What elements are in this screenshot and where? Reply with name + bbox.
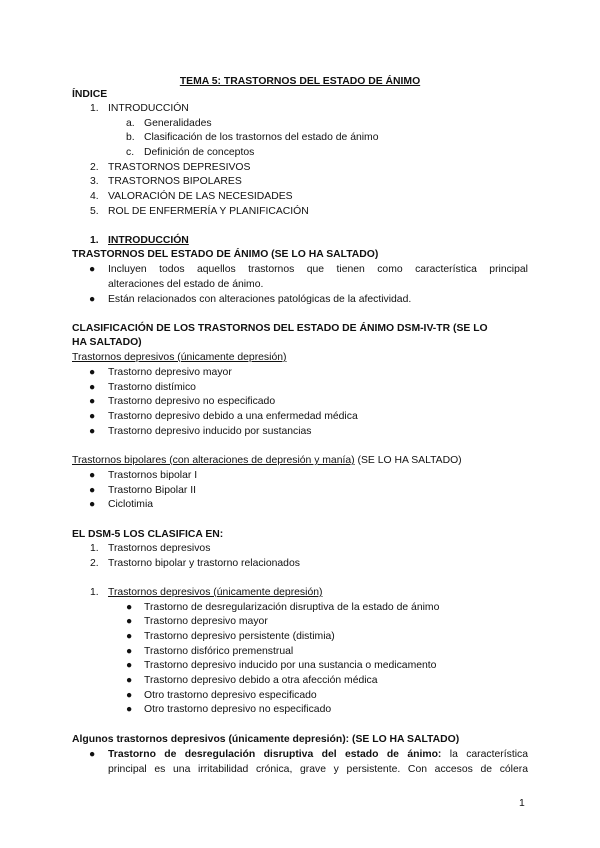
bullet-icon: ● bbox=[89, 382, 96, 393]
bipolar-item: Trastornos bipolar I bbox=[108, 470, 198, 481]
depressive-title: Trastornos depresivos (únicamente depresión) bbox=[72, 352, 287, 363]
index-item-depresivos: TRASTORNOS DEPRESIVOS bbox=[108, 162, 251, 173]
index-item-rol: ROL DE ENFERMERÍA Y PLANIFICACIÓN bbox=[108, 206, 309, 217]
bipolar-item: Trastorno Bipolar II bbox=[108, 485, 196, 496]
bullet-icon: ● bbox=[126, 675, 133, 686]
index-subitem-num: a. bbox=[126, 118, 135, 129]
intro-bullet-1-line1: Incluyen todos aquellos trastornos que tienen como característica principal bbox=[108, 264, 528, 275]
dsm5-sub-item: Trastorno depresivo mayor bbox=[144, 616, 268, 627]
index-item-num: 4. bbox=[90, 191, 99, 202]
bullet-icon: ● bbox=[126, 631, 133, 642]
index-subitem-num: b. bbox=[126, 132, 135, 143]
index-item-num: 5. bbox=[90, 206, 99, 217]
dsm5-sub-item: Trastorno de desregularización disruptiva de la estado de ánimo bbox=[144, 602, 440, 613]
dsm5-item: Trastornos depresivos bbox=[108, 543, 211, 554]
index-item-valoracion: VALORACIÓN DE LAS NECESIDADES bbox=[108, 191, 293, 202]
index-item-num: 2. bbox=[90, 162, 99, 173]
bipolar-title-line bbox=[72, 454, 462, 467]
bullet-icon: ● bbox=[89, 749, 96, 760]
dsm5-sub-item: Trastorno depresivo persistente (distimia) bbox=[144, 631, 335, 642]
index-subitem-definicion: Definición de conceptos bbox=[144, 147, 255, 158]
bipolar-title-suffix: (SE LO HA SALTADO) bbox=[354, 455, 462, 466]
dsm5-sub-title: Trastornos depresivos (únicamente depresión) bbox=[108, 587, 323, 598]
some-depressive-heading: Algunos trastornos depresivos (únicamente depresión): (SE LO HA SALTADO) bbox=[72, 734, 460, 745]
depressive-item: Trastorno depresivo mayor bbox=[108, 367, 232, 378]
index-item-bipolares: TRASTORNOS BIPOLARES bbox=[108, 176, 242, 187]
bullet-icon: ● bbox=[89, 294, 96, 305]
depressive-item: Trastorno depresivo inducido por sustancias bbox=[108, 426, 312, 437]
dsm5-sub-item: Trastorno depresivo inducido por una sustancia o medicamento bbox=[144, 660, 437, 671]
bipolar-title: Trastornos bipolares (con alteraciones de depresión y manía) bbox=[72, 455, 355, 466]
bullet-icon: ● bbox=[126, 690, 133, 701]
index-item-num: 1. bbox=[90, 103, 99, 114]
some-depressive-item-text: la característica bbox=[441, 749, 528, 760]
bullet-icon: ● bbox=[89, 411, 96, 422]
page-number: 1 bbox=[519, 798, 525, 809]
bullet-icon: ● bbox=[89, 499, 96, 510]
bullet-icon: ● bbox=[89, 396, 96, 407]
bullet-icon: ● bbox=[126, 660, 133, 671]
dsm5-sub-num: 1. bbox=[90, 587, 99, 598]
depressive-item: Trastorno depresivo no especificado bbox=[108, 396, 276, 407]
dsm5-item: Trastorno bipolar y trastorno relacionados bbox=[108, 558, 300, 569]
bullet-icon: ● bbox=[89, 470, 96, 481]
intro-subheading: TRASTORNOS DEL ESTADO DE ÁNIMO (SE LO HA SALTADO) bbox=[72, 249, 379, 260]
index-heading: ÍNDICE bbox=[72, 89, 108, 100]
intro-bullet-2: Están relacionados con alteraciones patológicas de la afectividad. bbox=[108, 294, 412, 305]
index-subitem-generalidades: Generalidades bbox=[144, 118, 212, 129]
dsm5-sub-item: Trastorno disfórico premenstrual bbox=[144, 646, 294, 657]
dsm5-sub-item: Otro trastorno depresivo no especificado bbox=[144, 704, 332, 715]
bullet-icon: ● bbox=[89, 485, 96, 496]
bullet-icon: ● bbox=[126, 616, 133, 627]
classification-heading-line1: CLASIFICACIÓN DE LOS TRASTORNOS DEL ESTADO DE ÁNIMO DSM-IV-TR (SE LO bbox=[72, 323, 488, 334]
dsm5-sub-item: Trastorno depresivo debido a otra afección médica bbox=[144, 675, 378, 686]
bullet-icon: ● bbox=[89, 264, 96, 275]
bullet-icon: ● bbox=[89, 367, 96, 378]
index-item-introduccion: INTRODUCCIÓN bbox=[108, 103, 189, 114]
intro-bullet-1-line2: alteraciones del estado de ánimo. bbox=[108, 279, 264, 290]
page-title: TEMA 5: TRASTORNOS DEL ESTADO DE ÁNIMO bbox=[179, 76, 421, 87]
some-depressive-item-line2: principal es una irritabilidad crónica, grave y persistente. Con accesos de cólera bbox=[108, 764, 528, 775]
intro-heading: INTRODUCCIÓN bbox=[108, 235, 189, 246]
bullet-icon: ● bbox=[126, 704, 133, 715]
index-item-num: 3. bbox=[90, 176, 99, 187]
dsm5-item-num: 1. bbox=[90, 543, 99, 554]
dsm5-sub-item: Otro trastorno depresivo especificado bbox=[144, 690, 317, 701]
some-depressive-item-bold: Trastorno de desregulación disruptiva del estado de ánimo: bbox=[108, 749, 442, 760]
some-depressive-item-line1 bbox=[108, 747, 528, 762]
depressive-item: Trastorno depresivo debido a una enfermedad médica bbox=[108, 411, 358, 422]
classification-heading-line2: HA SALTADO) bbox=[72, 337, 142, 348]
depressive-item: Trastorno distímico bbox=[108, 382, 196, 393]
bullet-icon: ● bbox=[126, 602, 133, 613]
intro-num: 1. bbox=[90, 235, 99, 246]
bullet-icon: ● bbox=[126, 646, 133, 657]
bipolar-item: Ciclotimia bbox=[108, 499, 154, 510]
dsm5-heading: EL DSM-5 LOS CLASIFICA EN: bbox=[72, 529, 224, 540]
dsm5-item-num: 2. bbox=[90, 558, 99, 569]
bullet-icon: ● bbox=[89, 426, 96, 437]
index-subitem-num: c. bbox=[126, 147, 135, 158]
index-subitem-clasificacion: Clasificación de los trastornos del estado de ánimo bbox=[144, 132, 379, 143]
